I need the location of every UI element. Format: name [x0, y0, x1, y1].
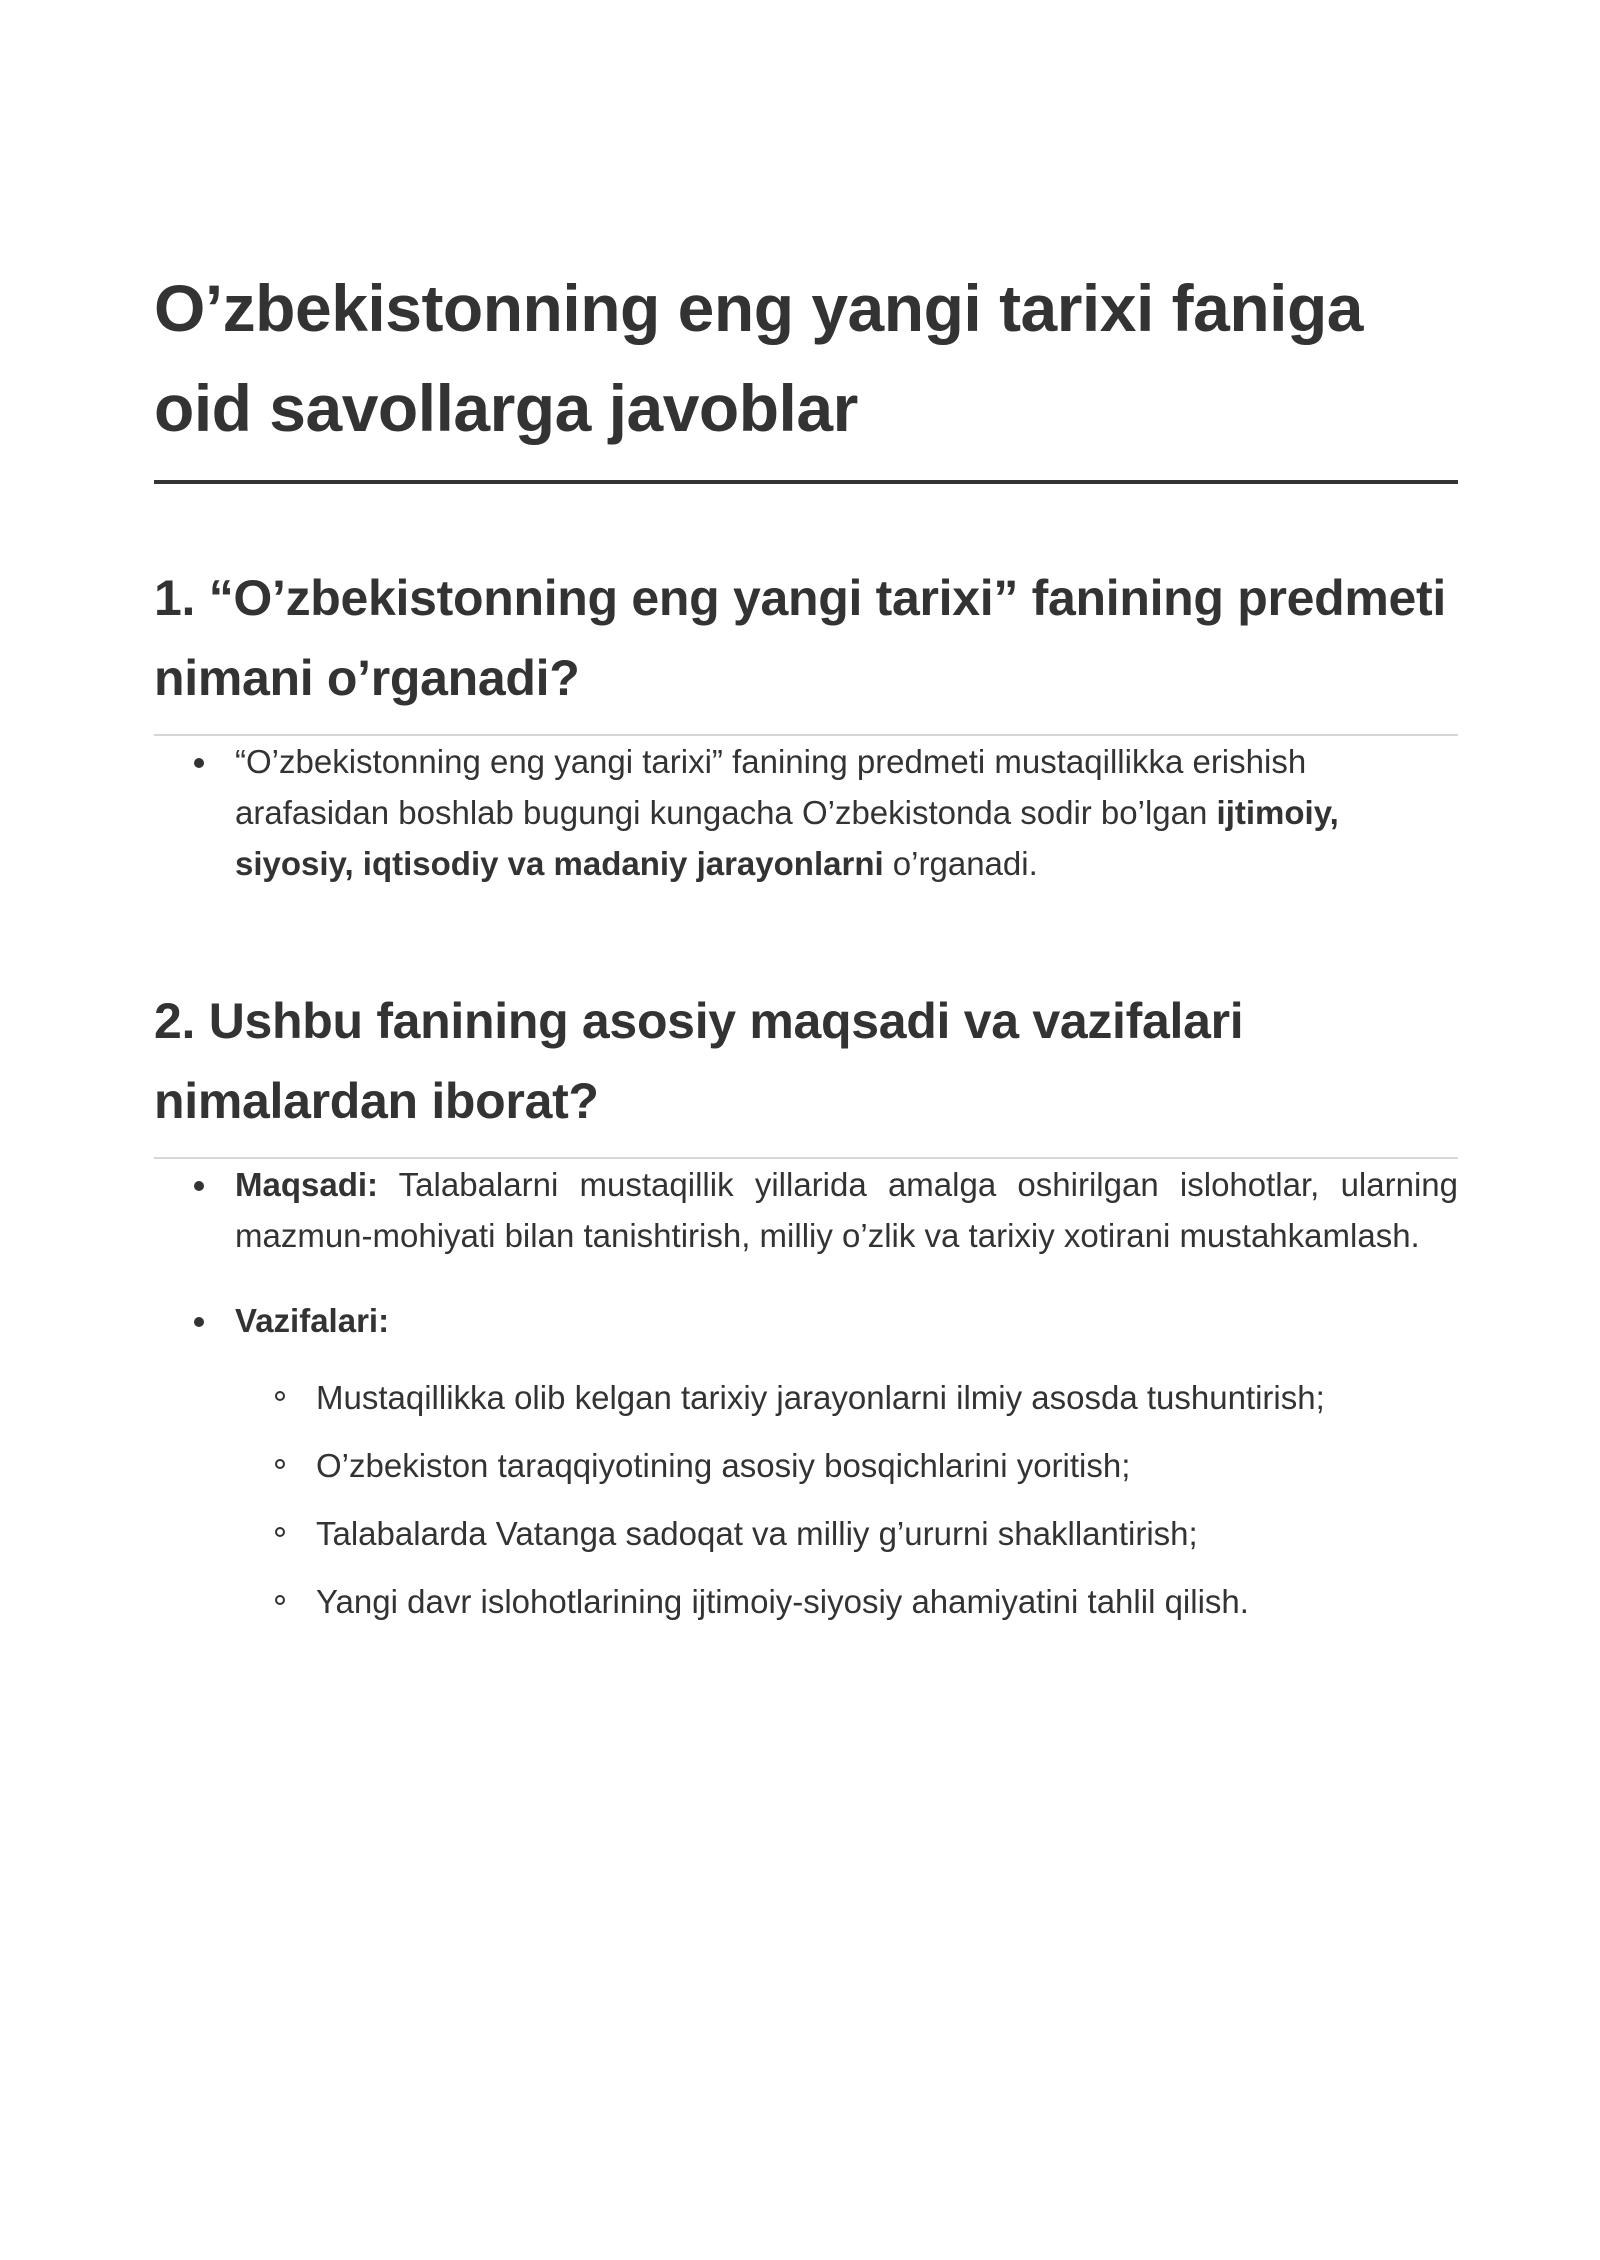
- title-divider: [154, 480, 1458, 484]
- section-2-heading: 2. Ushbu fanining asosiy maqsadi va vazifalari nimalardan iborat?: [154, 993, 1244, 1129]
- section-1: [154, 558, 1458, 889]
- circle-bullet-icon: [275, 1391, 285, 1401]
- list-item-text-end: o’rganadi.: [883, 845, 1038, 882]
- bullet-icon: [194, 1181, 204, 1191]
- circle-bullet-icon: [275, 1527, 285, 1537]
- sub-list-item-text: Yangi davr islohotlarining ijtimoiy-siyosiy ahamiyatini tahlil qilish.: [316, 1583, 1249, 1620]
- list-item: [154, 736, 1458, 889]
- sub-list-item: [235, 1372, 1458, 1423]
- list-item-maqsadi: [154, 1159, 1458, 1261]
- sub-list-item-text: Mustaqillikka olib kelgan tarixiy jarayonlarni ilmiy asosda tushuntirish;: [316, 1379, 1325, 1416]
- section-1-heading: 1. “O’zbekistonning eng yangi tarixi” fanining predmeti nimani o’rganadi?: [154, 570, 1446, 706]
- section-2: [154, 981, 1458, 1627]
- maqsadi-text: Talabalarni mustaqillik yillarida amalga oshirilgan islohotlar, ularning mazmun-mohiyati bilan tanishtirish, milliy o’zlik va tarixiy xotirani mustahkamlash.: [235, 1166, 1458, 1254]
- vazifalari-sublist: [235, 1372, 1458, 1627]
- section-1-list: [154, 736, 1458, 889]
- vazifalari-label: Vazifalari:: [235, 1302, 390, 1339]
- sub-list-item: [235, 1440, 1458, 1491]
- section-2-list: [154, 1159, 1458, 1627]
- list-item-text: “O’zbekistonning eng yangi tarixi” fanining predmeti mustaqillikka erishish arafasidan boshlab bugungi kungacha O’zbekistonda sodir bo’lgan: [235, 743, 1307, 831]
- sub-list-item: [235, 1576, 1458, 1627]
- document-title: O’zbekistonning eng yangi tarixi faniga oid savollarga javoblar: [154, 271, 1364, 445]
- bullet-icon: [194, 758, 204, 768]
- list-item-bold-text: ijtimoiy, siyosiy, iqtisodiy va madaniy jarayonlarni: [235, 794, 1339, 882]
- circle-bullet-icon: [275, 1459, 285, 1469]
- maqsadi-label: Maqsadi:: [235, 1166, 379, 1203]
- sub-list-item: [235, 1508, 1458, 1559]
- sub-list-item-text: O’zbekiston taraqqiyotining asosiy bosqichlarini yoritish;: [316, 1447, 1131, 1484]
- bullet-icon: [194, 1317, 204, 1327]
- sub-list-item-text: Talabalarda Vatanga sadoqat va milliy g’ururni shakllantirish;: [316, 1515, 1198, 1552]
- list-item-vazifalari: [154, 1295, 1458, 1627]
- document-page: [154, 0, 1458, 1644]
- circle-bullet-icon: [275, 1595, 285, 1605]
